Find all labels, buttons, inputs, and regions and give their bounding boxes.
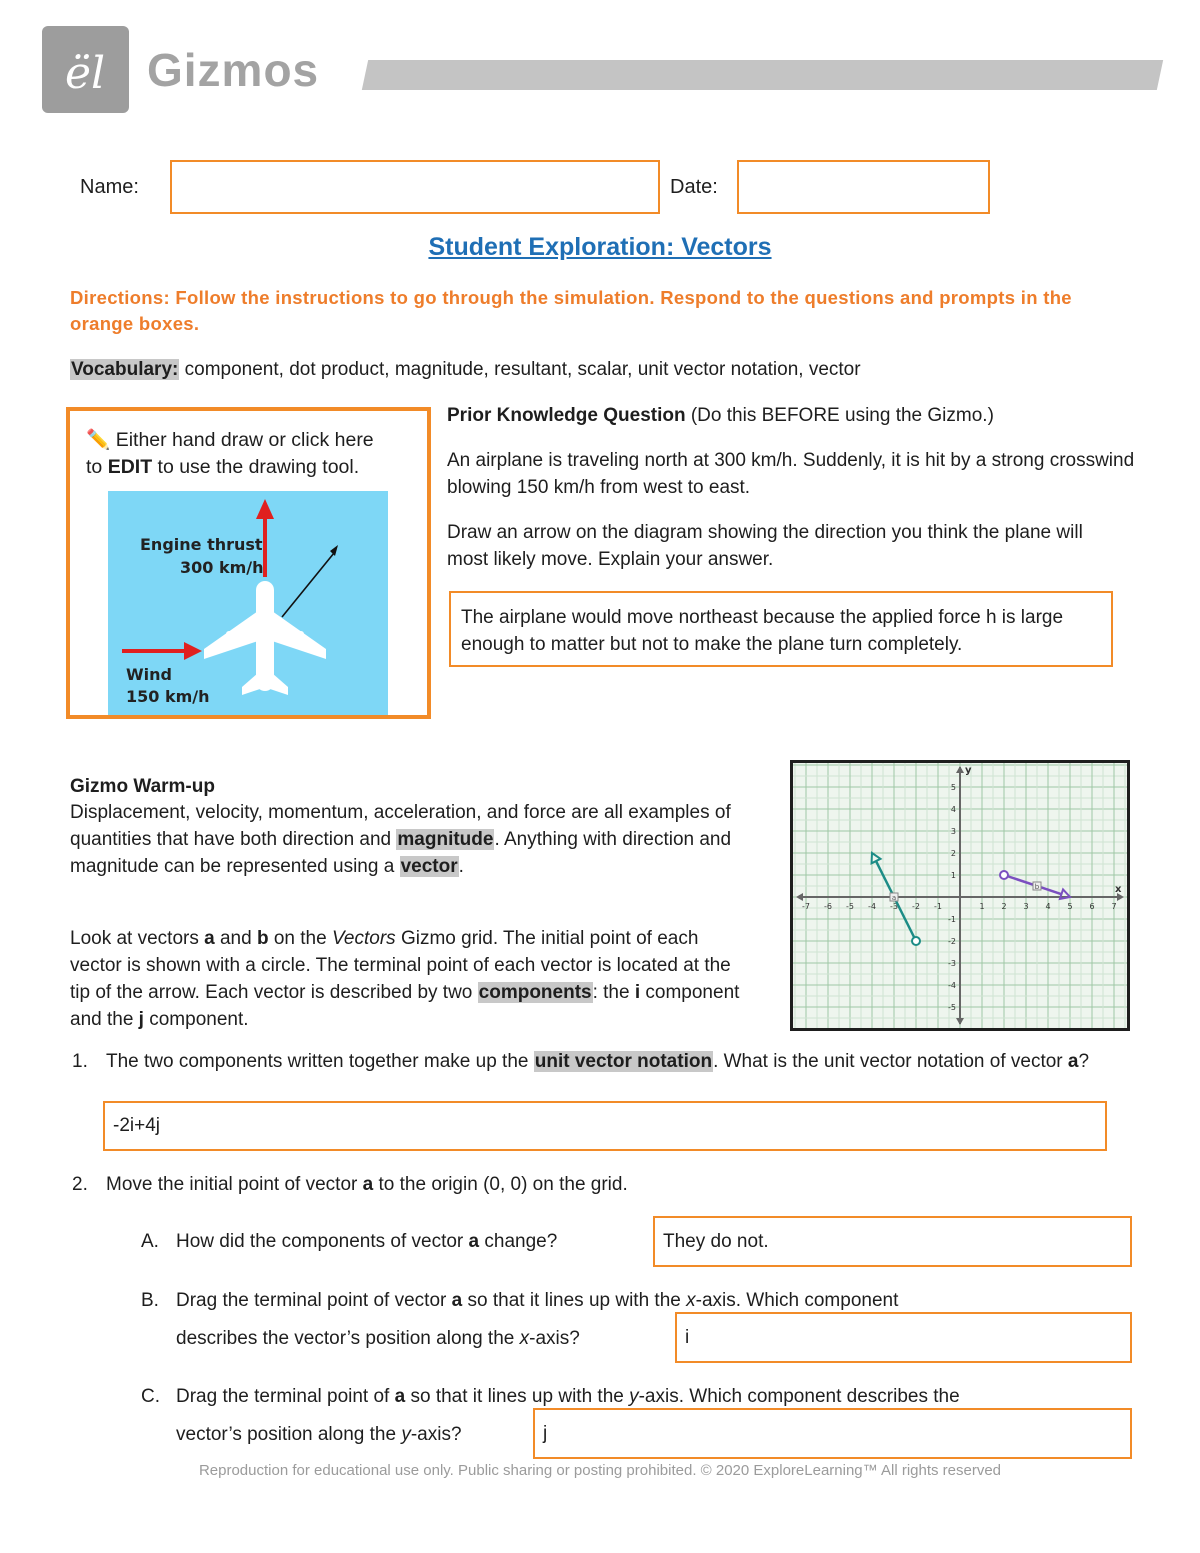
date-label: Date: — [670, 176, 718, 198]
q2a-t1: How did the components of vector — [176, 1231, 469, 1252]
warmup-paragraph-2 — [70, 925, 750, 1033]
term-vector: vector — [400, 856, 458, 877]
q2-text — [106, 1171, 1136, 1198]
y-tick-label: -1 — [948, 915, 956, 924]
q2c-t7: y — [401, 1424, 411, 1445]
x-axis-label: x — [1115, 884, 1122, 895]
drawing-box[interactable] — [66, 407, 431, 719]
q2b-t8: -axis? — [529, 1328, 580, 1349]
q2b-answer-box[interactable]: i — [675, 1312, 1132, 1363]
name-field[interactable] — [170, 160, 660, 214]
airplane-icon — [204, 581, 326, 695]
vector-a-label: a — [891, 894, 897, 902]
q1-answer-box[interactable]: -2i+4j — [103, 1101, 1107, 1151]
q2c-t4: y — [629, 1386, 639, 1407]
prior-answer-box[interactable]: The airplane would move northeast because the applied force h is large enough to matter but not to make the plane turn completely. — [449, 591, 1113, 667]
prior-heading-note: (Do this BEFORE using the Gizmo.) — [685, 405, 994, 426]
warmup-p2-g: Gizmo grid. The initial point of each vector is shown with a circle. The terminal point of each vector is located at the tip of the arrow. Each vector is described by two — [70, 928, 731, 1003]
y-tick-label: -2 — [948, 937, 956, 946]
q2b-t7: x — [519, 1328, 530, 1349]
x-tick-label: 7 — [1111, 902, 1117, 911]
warmup-p2-m: component. — [143, 1009, 249, 1030]
q2c-text-line2 — [176, 1421, 536, 1448]
q2c-answer-box[interactable]: j — [533, 1408, 1132, 1459]
y-tick-label: -5 — [948, 1003, 956, 1012]
q2b-t4: x — [686, 1290, 696, 1311]
y-tick-label: 2 — [950, 849, 956, 858]
q2b-t1: Drag the terminal point of vector — [176, 1290, 452, 1311]
wind-arrow-icon — [122, 642, 202, 660]
warmup-p2-l: j — [138, 1009, 144, 1030]
prior-paragraph-2: Draw an arrow on the diagram showing the direction you think the plane will most likely move. Explain your answer. — [447, 522, 1083, 570]
explorelearning-logo — [42, 26, 129, 113]
warmup-heading: Gizmo Warm-up — [70, 776, 215, 797]
term-magnitude: magnitude — [397, 829, 494, 850]
q2a-text — [176, 1228, 636, 1255]
drawing-instructions[interactable] — [86, 427, 416, 481]
x-tick-label: -6 — [824, 902, 832, 911]
warmup-p2-a: Look at vectors — [70, 928, 205, 949]
warmup-p2-k: component and the — [70, 982, 740, 1030]
q2a-letter: A. — [141, 1231, 159, 1252]
date-field[interactable] — [737, 160, 990, 214]
term-components: components — [478, 982, 592, 1003]
q2-text-a: Move the initial point of vector — [106, 1174, 363, 1195]
y-axis-arrow-down — [956, 1018, 964, 1025]
x-tick-label: 2 — [1001, 902, 1007, 911]
warmup-p1-text-e: . — [458, 856, 464, 877]
drawn-arrow-icon — [282, 545, 338, 617]
q2b-t3: so that it lines up with the — [462, 1290, 687, 1311]
q1-text-a: The two components written together make up the — [106, 1051, 534, 1072]
term-unit-vector-notation: unit vector notation — [534, 1051, 713, 1072]
q2c-t8: -axis? — [410, 1424, 462, 1445]
warmup-p1-text-a: Displacement, velocity, momentum, acceleration, and force are all examples of quantities that have both direction and — [70, 802, 731, 850]
q2c-letter: C. — [141, 1386, 160, 1407]
vector-grid[interactable] — [790, 760, 1130, 1031]
vector-b-initial-point — [1000, 871, 1008, 879]
y-tick-label: 5 — [950, 783, 956, 792]
q1-text — [106, 1048, 1136, 1075]
wind-value: 150 km/h — [126, 687, 210, 706]
directions: Directions: Follow the instructions to go through the simulation. Respond to the questions and prompts in the orange boxes. — [70, 287, 1072, 334]
q1-number: 1. — [72, 1051, 88, 1072]
y-tick-label: -3 — [948, 959, 956, 968]
q2b-text-line2 — [176, 1325, 656, 1352]
drawing-line-1: ✏️ Either hand draw or click here — [86, 429, 374, 451]
airplane-diagram — [108, 491, 388, 715]
y-axis-arrow — [956, 766, 964, 773]
q2b-t6: describes the vector’s position along the — [176, 1328, 520, 1349]
q1-text-c: . What is the unit vector notation of vector — [713, 1051, 1068, 1072]
x-axis-arrow-left — [796, 893, 803, 901]
gizmos-brand: Gizmos — [147, 44, 320, 96]
vocabulary-terms: component, dot product, magnitude, resultant, scalar, unit vector notation, vector — [184, 359, 861, 380]
vocabulary-label: Vocabulary: — [71, 359, 179, 380]
q2-number: 2. — [72, 1174, 88, 1195]
x-tick-label: -2 — [912, 902, 920, 911]
q2b-letter: B. — [141, 1290, 159, 1311]
svg-text:ël: ël — [64, 48, 106, 99]
name-label: Name: — [80, 176, 139, 198]
x-tick-label: -7 — [802, 902, 810, 911]
warmup-p1-text-c: . Anything with direction and magnitude can be represented using a — [70, 829, 732, 877]
warmup-p2-e: on the — [268, 928, 332, 949]
q2b-t2: a — [451, 1290, 463, 1311]
y-tick-label: -4 — [948, 981, 956, 990]
x-tick-label: 4 — [1045, 902, 1051, 911]
thrust-value: 300 km/h — [180, 558, 264, 577]
q2a-answer-box[interactable]: They do not. — [653, 1216, 1132, 1267]
drawing-line-2-pre: to — [86, 456, 108, 478]
prior-heading-bold: Prior Knowledge Question — [447, 405, 686, 426]
warmup-p2-d: b — [256, 928, 269, 949]
warmup-p2-i: : the — [592, 982, 635, 1003]
y-tick-label: 1 — [950, 871, 956, 880]
q2c-text-line1 — [176, 1383, 1136, 1410]
warmup-p2-b: a — [204, 928, 215, 949]
q2b-text-line1 — [176, 1287, 1136, 1314]
warmup-p2-f: Vectors — [331, 928, 396, 949]
x-tick-label: 3 — [1023, 902, 1029, 911]
y-axis-label: y — [965, 765, 972, 776]
vector-grid-canvas[interactable] — [793, 763, 1127, 1028]
q2a-t3: change? — [479, 1231, 558, 1252]
q2-text-c: to the origin (0, 0) on the grid. — [373, 1174, 628, 1195]
q2c-t5: -axis. Which component describes the — [638, 1386, 960, 1407]
vector-a-arrowhead — [872, 853, 881, 863]
drawing-line-2-post: to use the drawing tool. — [152, 456, 360, 478]
q2-text-b: a — [362, 1174, 374, 1195]
q2c-t6: vector’s position along the — [176, 1424, 402, 1445]
warmup-p2-c: and — [214, 928, 257, 949]
q2a-t2: a — [468, 1231, 480, 1252]
x-tick-label: 6 — [1089, 902, 1095, 911]
warmup-paragraph-1 — [70, 799, 750, 880]
x-tick-label: 1 — [979, 902, 985, 911]
prior-paragraph-1: An airplane is traveling north at 300 km/h. Suddenly, it is hit by a strong crosswind blowing 150 km/h from west to east. — [447, 450, 1135, 498]
warmup-p2-j: i — [634, 982, 641, 1003]
wind-label: Wind — [126, 665, 172, 684]
x-tick-label: -4 — [868, 902, 876, 911]
edit-link[interactable]: EDIT — [107, 456, 153, 478]
x-tick-label: -5 — [846, 902, 854, 911]
q1-text-d: a — [1067, 1051, 1079, 1072]
footer-copyright: Reproduction for educational use only. Public sharing or posting prohibited. © 2020 ExploreLearning™ All rights reserved — [198, 1462, 1002, 1479]
vector-a-initial-point — [912, 937, 920, 945]
vector-b-label: b — [1034, 883, 1040, 891]
x-tick-label: -3 — [890, 902, 898, 911]
thrust-label: Engine thrust — [140, 535, 263, 554]
prior-heading — [447, 402, 1137, 429]
q2b-t5: -axis. Which component — [695, 1290, 899, 1311]
q2c-t2: a — [394, 1386, 406, 1407]
header-bar — [362, 60, 1163, 90]
page-title: Student Exploration: Vectors — [428, 233, 772, 261]
x-tick-label: -1 — [934, 902, 942, 911]
y-tick-label: 4 — [950, 805, 956, 814]
vocabulary — [70, 357, 861, 383]
q2c-t3: so that it lines up with the — [405, 1386, 630, 1407]
q2c-t1: Drag the terminal point of — [176, 1386, 395, 1407]
y-tick-label: 3 — [950, 827, 956, 836]
x-tick-label: 5 — [1067, 902, 1073, 911]
vector-b-arrowhead — [1060, 889, 1070, 898]
q1-text-e: ? — [1078, 1051, 1090, 1072]
